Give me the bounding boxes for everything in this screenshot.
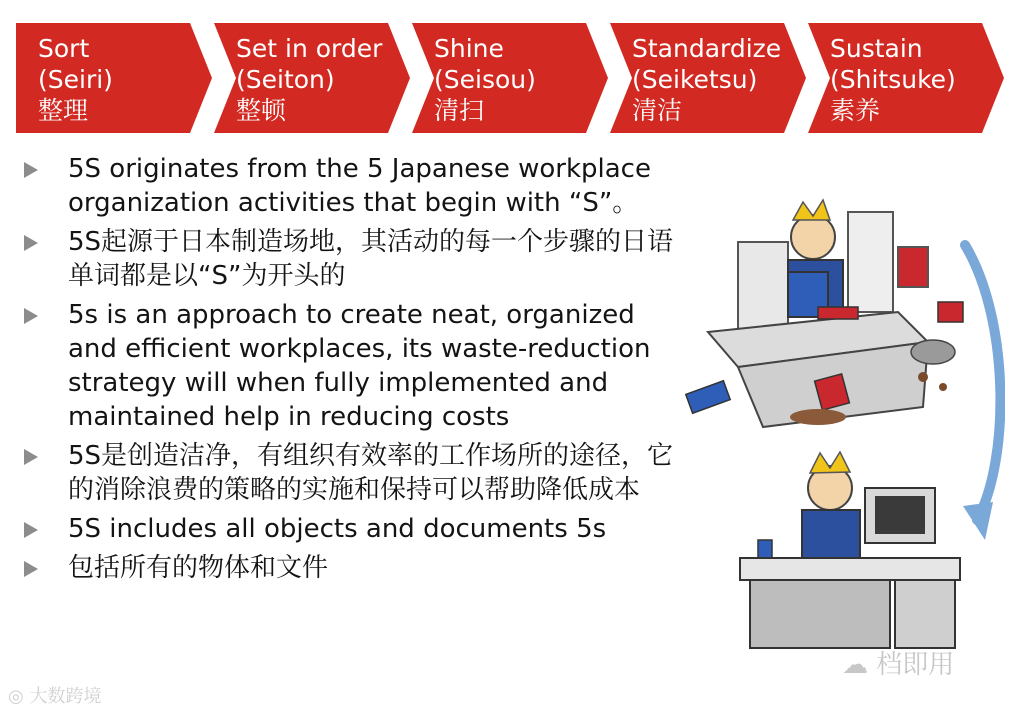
step-cn: 整理 [38,96,89,125]
step-set-in-order [236,33,382,126]
weibo-icon: ◎ [8,686,24,707]
bullet-list [18,152,678,590]
step-en: Standardize [632,34,782,63]
bullet-item [18,152,678,220]
bullet-item [18,551,678,585]
watermark-right [842,644,954,681]
bullet-text: 5S是创造洁净，有组织有效率的工作场所的途径，它的消除浪费的策略的实施和保持可以帮助降低成本 [68,441,674,505]
messy-desk-illustration [668,192,968,432]
bullet-item [18,225,678,293]
wechat-icon: ☁ [842,650,868,680]
step-en: Set in order [236,34,383,63]
step-cn: 清扫 [434,96,485,125]
bullet-triangle-icon [24,235,38,251]
watermark-left [8,682,101,708]
bullet-text: 5S originates from the 5 Japanese workplace organization activities that begin with “S”。 [68,154,651,218]
step-en: Sustain [830,34,923,63]
bullet-item [18,512,678,546]
tidy-desk-illustration [730,448,970,653]
bullet-triangle-icon [24,449,38,465]
bullet-text: 5S includes all objects and documents 5s [68,514,607,544]
bullet-text: 5s is an approach to create neat, organized and efficient workplaces, its waste-reduction strategy will when fully implemented and maintained help in reducing costs [68,300,651,432]
step-jp: (Seiketsu) [632,65,758,94]
process-chevron-bar [0,0,1024,140]
bullet-triangle-icon [24,522,38,538]
watermark-text: 档即用 [876,650,955,680]
bullet-text: 5S起源于日本制造场地，其活动的每一个步骤的日语单词都是以“S”为开头的 [68,227,674,291]
step-en: Shine [434,34,504,63]
step-cn: 整顿 [236,96,287,125]
step-standardize [632,33,781,126]
step-cn: 素养 [830,96,881,125]
bullet-triangle-icon [24,308,38,324]
step-jp: (Seiri) [38,65,113,94]
bullet-item [18,439,678,507]
step-jp: (Shitsuke) [830,65,956,94]
bullet-triangle-icon [24,561,38,577]
step-shine [434,33,536,126]
step-sort [38,33,113,126]
step-cn: 清洁 [632,96,683,125]
step-en: Sort [38,34,90,63]
bullet-text: 包括所有的物体和文件 [68,553,329,583]
bullet-item [18,298,678,434]
step-jp: (Seiton) [236,65,335,94]
step-jp: (Seisou) [434,65,536,94]
step-sustain [830,33,956,126]
watermark-text: 大数跨境 [29,686,102,707]
bullet-triangle-icon [24,162,38,178]
